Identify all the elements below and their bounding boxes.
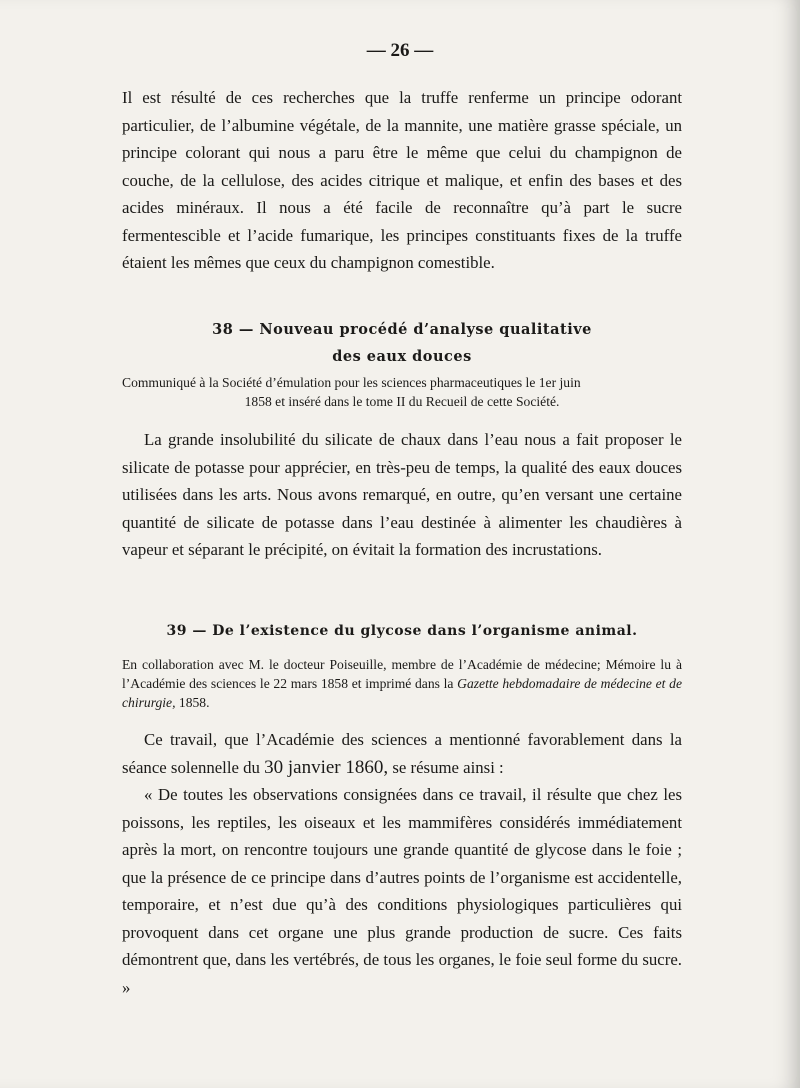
- section-39-quote: « De toutes les observations consignées dans ce travail, il résulte que chez les poissons, les reptiles, les oiseaux et les mammifères considérés immédiatement après la mort, on rencontre toujours une grande quantité de glycose dans le foie ; que la présence de ce principe dans d’autres points de l’organisme est accidentelle, temporaire, et n’est due qu’à des conditions physiologiques particulières qui provoquent dans cet organe une plus grande production de sucre. Ces faits démontrent que, dans les vertébrés, de tous les organes, le foie seul forme du sucre. »: [122, 785, 682, 997]
- section-39-body-text-end: se résume ainsi :: [392, 757, 504, 777]
- section-39-body: [122, 726, 682, 1001]
- section-39-note: [122, 655, 682, 712]
- page-number: — 26 —: [366, 40, 434, 61]
- section-38-note-line2: 1858 et inséré dans le tome II du Recueil de cette Société.: [244, 394, 560, 409]
- section-39-note-year: 1858.: [178, 695, 210, 710]
- section-39-note-journal: Gazette hebdomadaire de médecine et de chirurgie,: [122, 676, 682, 710]
- section-38-title-line1: 38 — Nouveau procédé d’analyse qualitative: [212, 321, 592, 338]
- section-38-note: [122, 373, 682, 411]
- intro-paragraph: [122, 84, 682, 277]
- section-38-body-text: La grande insolubilité du silicate de chaux dans l’eau nous a fait proposer le silicate de potasse pour apprécier, en très-peu de temps, la qualité des eaux douces utilisées dans les arts. Nous avons remarqué, en outre, qu’en versant une certaine quantité de silicate de potasse dans l’eau destinée à alimenter les chaudières à vapeur et séparant le précipité, on évitait la formation des incrustations.: [122, 430, 682, 559]
- section-39-body-date: 30 janvier 1860,: [264, 756, 389, 778]
- section-38-body: [122, 426, 682, 564]
- section-38-note-line1: Communiqué à la Société d’émulation pour les sciences pharmaceutiques le 1er juin: [122, 375, 581, 390]
- section-39-body-text: Ce travail, que l’Académie des sciences a mentionné favorablement dans la séance solennelle du: [122, 730, 682, 777]
- section-39-title: 39 — De l’existence du glycose dans l’organisme animal.: [166, 623, 638, 639]
- section-38-title-line2: des eaux douces: [332, 348, 472, 365]
- section-38-title: [122, 316, 682, 370]
- intro-text: Il est résulté de ces recherches que la truffe renferme un principe odorant particulier, de l’albumine végétale, de la mannite, une matière grasse spéciale, un principe colorant qui nous a paru être le même que celui du champignon de couche, de la cellulose, des acides citrique et malique, et enfin des bases et des acides minéraux. Il nous a été facile de reconnaître qu’à part le sucre fermentescible et l’acide fumarique, les principes constituants fixes de la truffe étaient les mêmes que ceux du champignon comestible.: [122, 88, 682, 272]
- section-39-note-text: En collaboration avec M. le docteur Poiseuille, membre de l’Académie de médecine; Mémoire lu à l’Académie des sciences le 22 mars 1858 et imprimé dans la: [122, 657, 682, 691]
